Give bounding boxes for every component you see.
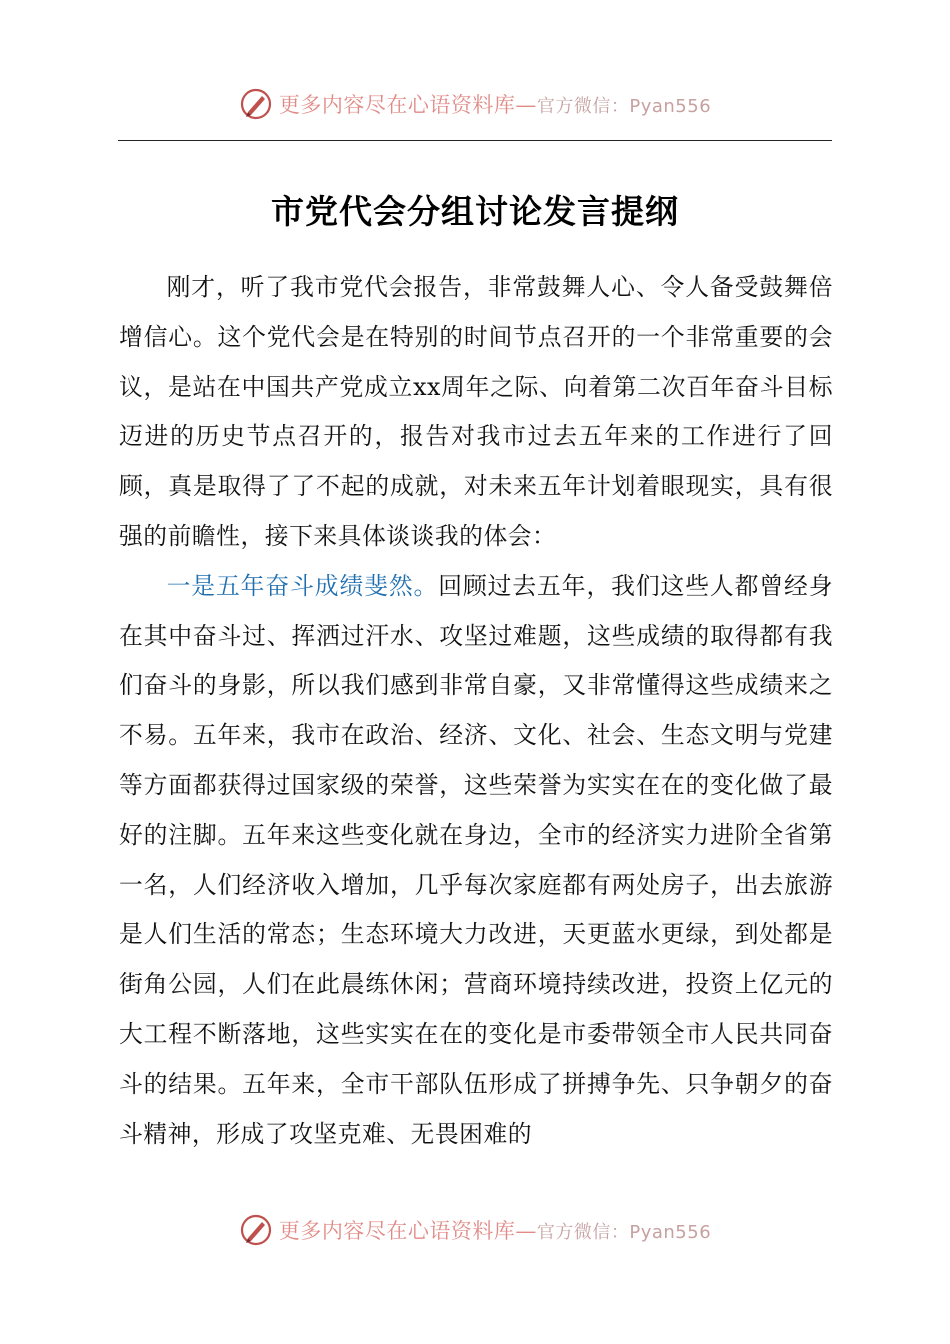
point-heading: 一是五年奋斗成绩斐然。 <box>166 571 439 600</box>
document-title: 市党代会分组讨论发言提纲 <box>271 192 679 231</box>
banner-brand-text: 更多内容尽在心语资料库— <box>278 1219 537 1243</box>
header-divider <box>118 140 832 141</box>
paragraph-point-one <box>119 562 833 1160</box>
paragraph-intro <box>119 263 833 562</box>
document-body <box>119 263 833 1159</box>
banner-text <box>279 89 711 119</box>
header-watermark-banner <box>0 84 950 124</box>
banner-wechat-text: 官方微信：Pyan556 <box>536 96 712 117</box>
paragraph-text: 刚才，听了我市党代会报告，非常鼓舞人心、令人备受鼓舞倍增信心。这个党代会是在特别的时间节点召开的一个非常重要的会议，是站在中国共产党成立xx周年之际、向着第二次百年奋斗目标迈进的历史节点召开的，报告对我市过去五年来的工作进行了回顾，真是取得了了不起的成就，对未来五年计划着眼现实，具有很强的前瞻性，接下来具体谈谈我的体会： <box>119 273 833 550</box>
pen-logo-icon <box>239 87 273 121</box>
banner-brand-text: 更多内容尽在心语资料库— <box>278 93 537 117</box>
footer-watermark-banner <box>0 1210 950 1250</box>
banner-wechat-text: 官方微信：Pyan556 <box>536 1222 712 1243</box>
banner-text <box>279 1215 711 1245</box>
paragraph-text: 回顾过去五年，我们这些人都曾经身在其中奋斗过、挥洒过汗水、攻坚过难题，这些成绩的取得都有我们奋斗的身影，所以我们感到非常自豪，又非常懂得这些成绩来之不易。五年来，我市在政治、经济、文化、社会、生态文明与党建等方面都获得过国家级的荣誉，这些荣誉为实实在在的变化做了最好的注脚。五年来这些变化就在身边，全市的经济实力进阶全省第一名，人们经济收入增加，几乎每次家庭都有两处房子，出去旅游是人们生活的常态；生态环境大力改进，天更蓝水更绿，到处都是街角公园，人们在此晨练休闲；营商环境持续改进，投资上亿元的大工程不断落地，这些实实在在的变化是市委带领全市人民共同奋斗的结果。五年来，全市干部队伍形成了拼搏争先、只争朝夕的奋斗精神，形成了攻坚克难、无畏困难的 <box>119 571 834 1148</box>
pen-logo-icon <box>239 1213 273 1247</box>
